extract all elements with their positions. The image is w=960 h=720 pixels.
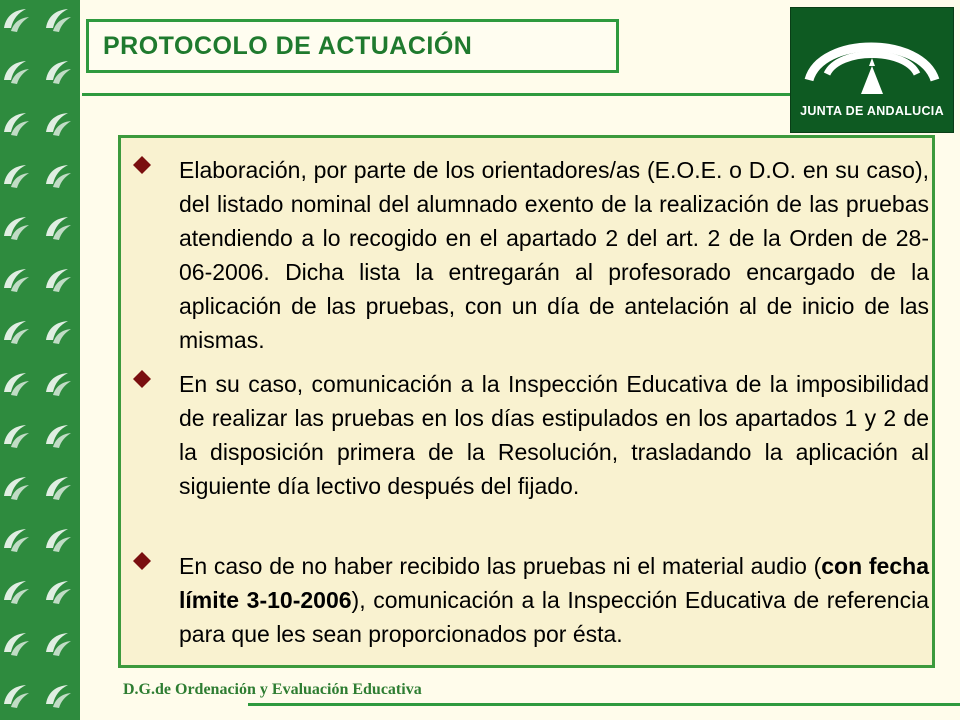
bullet-text-1: Elaboración, por parte de los orientadores/as (E.O.E. o D.O. en su caso), del listado nominal del alumnado exento de la realización de las pruebas atendiendo a lo recogido en el apartado 2 del art. 2 de la Orden de 28-06-2006. Dicha lista la entregarán al profesorado encargado de la aplicación de las pruebas, con un día de antelación al de inicio de las mismas. (179, 157, 929, 353)
bullet-text-3 (179, 549, 929, 651)
footer-divider (248, 703, 960, 706)
logo-arches-icon (791, 8, 953, 104)
content-box (118, 135, 935, 668)
decorative-side-stripe (0, 0, 80, 720)
bullet-text-3-part-2: ), comunicación a la Inspección Educativa de referencia para que les sean proporcionados por ésta. (179, 587, 929, 647)
slide-title-box (86, 19, 619, 73)
header-divider (82, 93, 792, 96)
diamond-bullet-icon (133, 552, 151, 570)
logo-text: JUNTA DE ANDALUCIA (800, 104, 944, 118)
leaf-pattern-icon (0, 0, 80, 720)
footer-text: D.G.de Ordenación y Evaluación Educativa (123, 681, 422, 698)
deadline-emphasis: con fecha límite 3-10-2006 (179, 553, 929, 613)
diamond-bullet-icon (133, 156, 151, 174)
junta-de-andalucia-logo (790, 7, 954, 133)
bullet-text-2: En su caso, comunicación a la Inspección Educativa de la imposibilidad de realizar las pruebas en los días estipulados en los apartados 1 y 2 de la disposición primera de la Resolución, trasladando la aplicación al siguiente día lectivo después del fijado. (179, 371, 929, 499)
bullet-text-3-part-1: En caso de no haber recibido las pruebas ni el material audio ( (179, 553, 822, 579)
slide-title: PROTOCOLO DE ACTUACIÓN (103, 32, 473, 60)
diamond-bullet-icon (133, 370, 151, 388)
